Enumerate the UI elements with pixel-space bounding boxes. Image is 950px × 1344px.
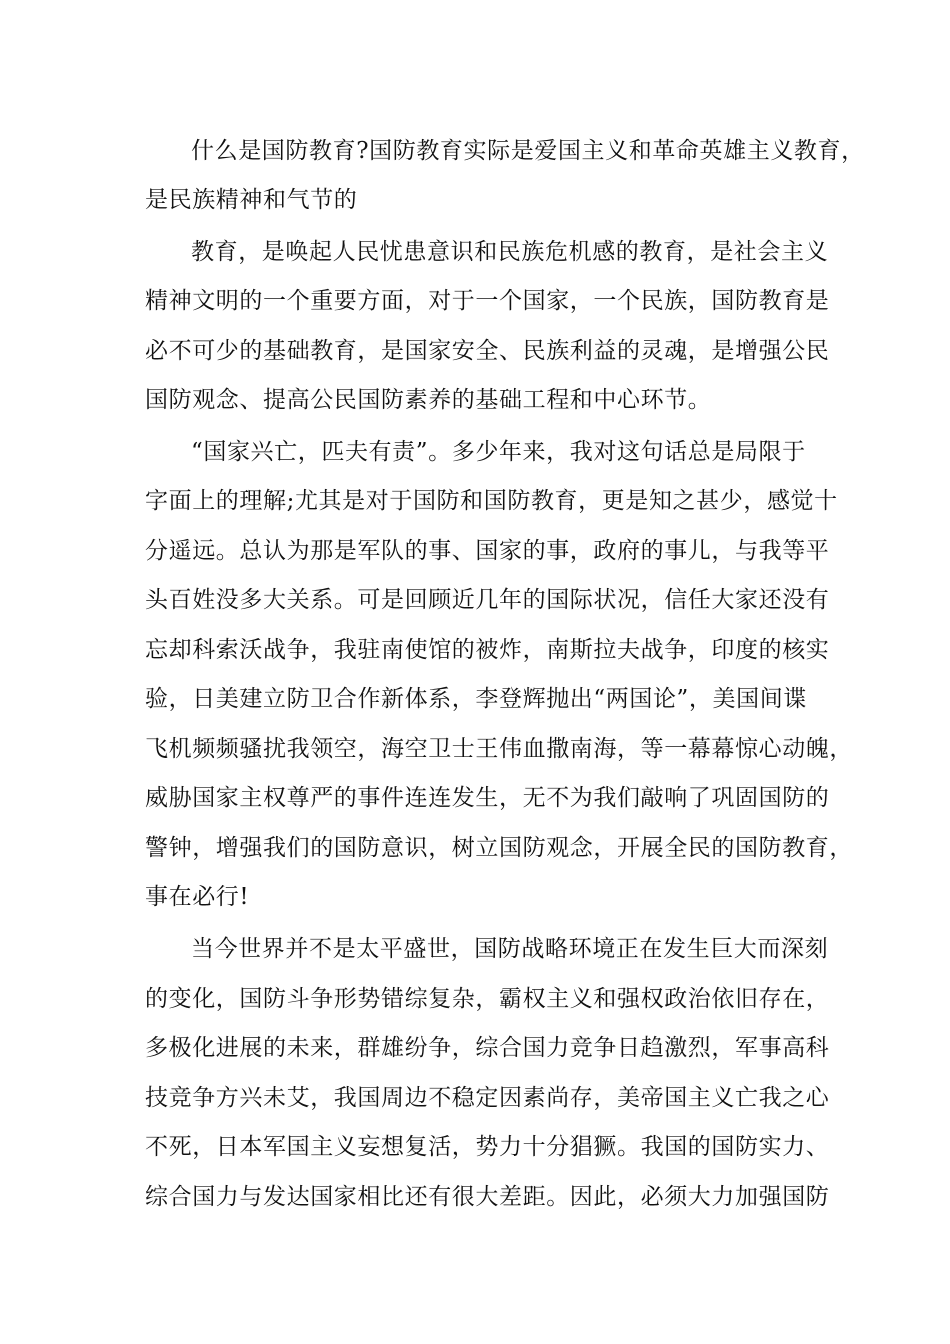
paragraph-3-line-9: 警钟，增强我们的国防意识，树立国防观念，开展全民的国防教育， [145, 835, 853, 861]
paragraph-4-line-3: 多极化进展的未来，群雄纷争，综合国力竞争日趋激烈，军事高科 [145, 1035, 830, 1061]
paragraph-4-line-4: 技竞争方兴未艾，我国周边不稳定因素尚存，美帝国主义亡我之心 [145, 1085, 830, 1111]
paragraph-4-line-1: 当今世界并不是太平盛世，国防战略环境正在发生巨大而深刻 [191, 936, 829, 962]
paragraph-3-line-2: 字面上的理解;尤其是对于国防和国防教育，更是知之甚少，感觉十 [145, 488, 838, 514]
paragraph-1-line-1: 什么是国防教育?国防教育实际是爱国主义和革命英雄主义教育， [191, 138, 865, 164]
paragraph-3-line-8: 威胁国家主权尊严的事件连连发生，无不为我们敲响了巩固国防的 [145, 785, 830, 811]
paragraph-3-line-4: 头百姓没多大关系。可是回顾近几年的国际状况，信任大家还没有 [145, 587, 830, 613]
paragraph-3-line-10: 事在必行! [145, 884, 250, 910]
paragraph-3-line-6: 验，日美建立防卫合作新体系，李登辉抛出“两国论”，美国间谍 [145, 686, 807, 712]
paragraph-3-line-5: 忘却科索沃战争，我驻南使馆的被炸，南斯拉夫战争，印度的核实 [145, 637, 830, 663]
paragraph-4-line-5: 不死，日本军国主义妄想复活，势力十分猖獗。我国的国防实力、 [145, 1134, 830, 1160]
paragraph-2-line-4: 国防观念、提高公民国防素养的基础工程和中心环节。 [145, 387, 712, 413]
paragraph-4-line-2: 的变化，国防斗争形势错综复杂，霸权主义和强权政治依旧存在， [145, 986, 830, 1012]
paragraph-2-line-1: 教育，是唤起人民忧患意识和民族危机感的教育，是社会主义 [191, 239, 829, 265]
paragraph-3-line-7: 飞机频频骚扰我领空，海空卫士王伟血撒南海，等一幕幕惊心动魄， [145, 736, 853, 762]
paragraph-3-line-3: 分遥远。总认为那是军队的事、国家的事，政府的事儿，与我等平 [145, 538, 830, 564]
paragraph-2-line-2: 精神文明的一个重要方面，对于一个国家，一个民族，国防教育是 [145, 288, 830, 314]
paragraph-3-line-1: “国家兴亡，匹夫有责”。多少年来，我对这句话总是局限于 [191, 439, 806, 465]
paragraph-4-line-6: 综合国力与发达国家相比还有很大差距。因此，必须大力加强国防 [145, 1184, 830, 1210]
paragraph-1-line-2: 是民族精神和气节的 [145, 187, 358, 213]
paragraph-2-line-3: 必不可少的基础教育，是国家安全、民族利益的灵魂，是增强公民 [145, 338, 830, 364]
